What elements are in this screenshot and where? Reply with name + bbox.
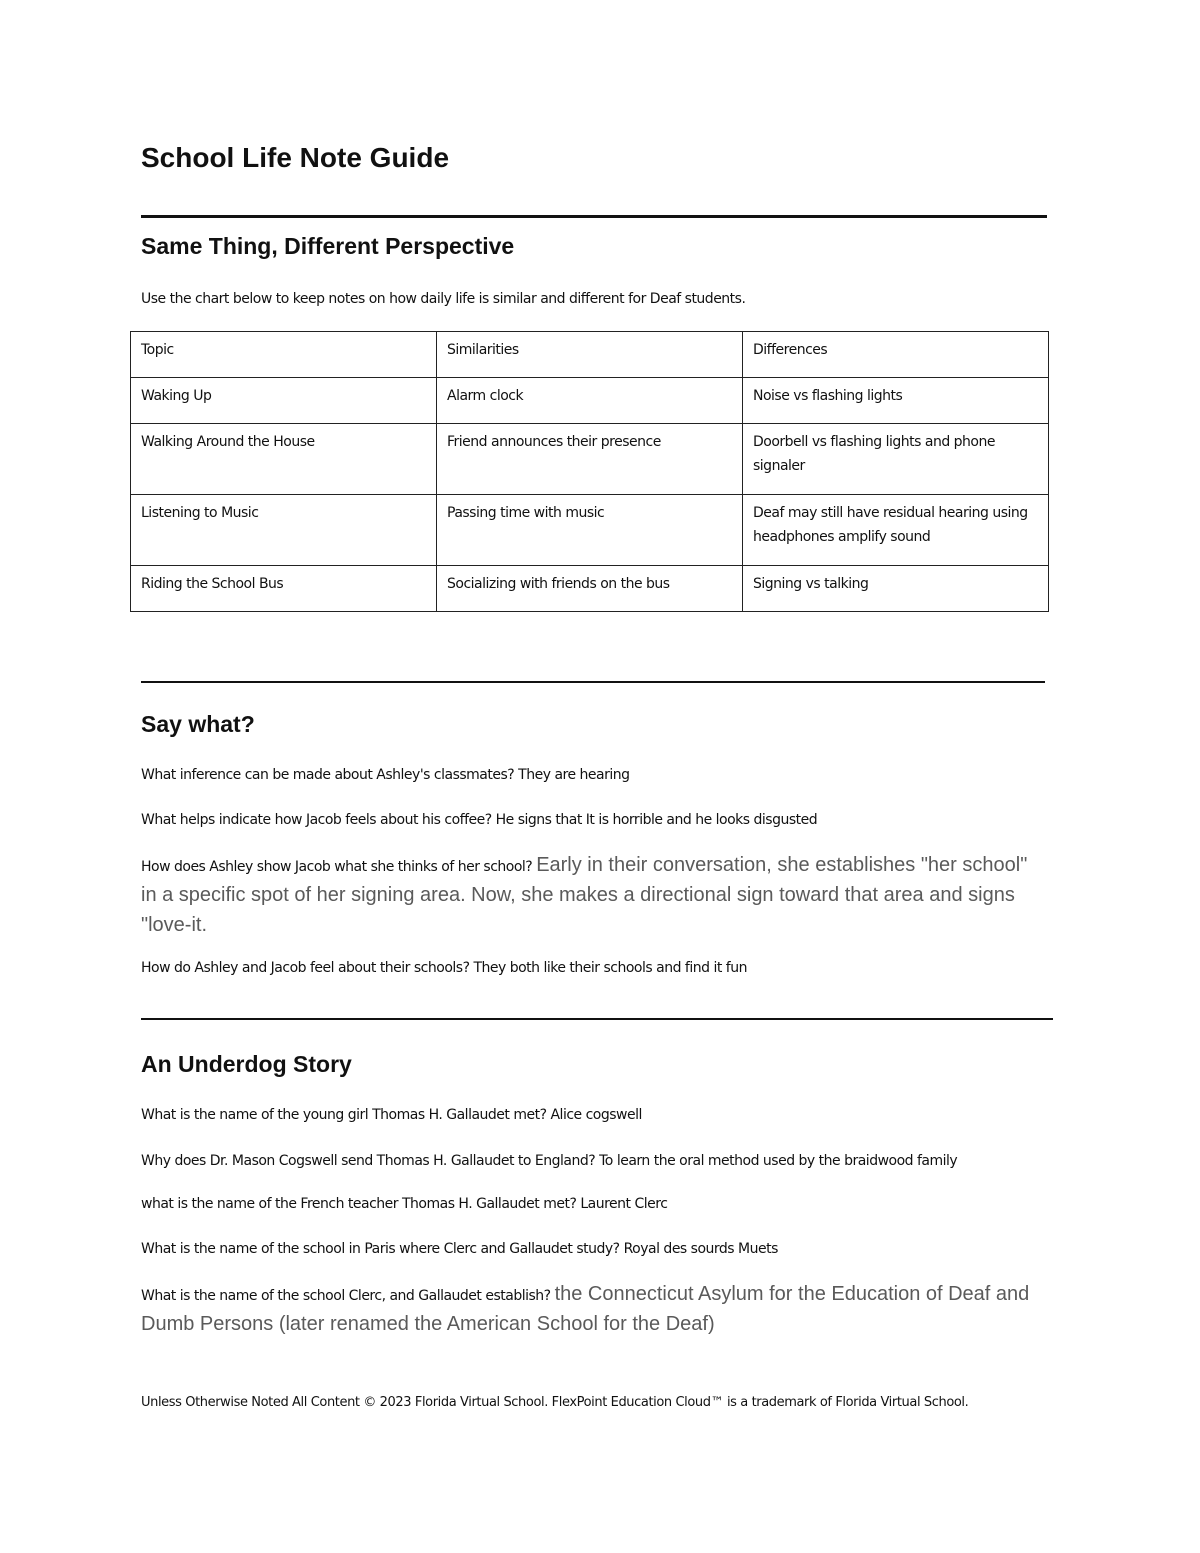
question-text: What is the name of the school Clerc, and Gallaudet establish? bbox=[141, 1288, 551, 1304]
notes-table bbox=[130, 331, 1049, 612]
question-text: What is the name of the school in Paris where Clerc and Gallaudet study? Royal des sourds Muets bbox=[141, 1241, 778, 1257]
table-cell: Listening to Music bbox=[131, 495, 437, 566]
table-header-cell: Differences bbox=[743, 332, 1049, 378]
question-text: What is the name of the young girl Thomas H. Gallaudet met? Alice cogswell bbox=[141, 1107, 642, 1123]
table-header-cell: Topic bbox=[131, 332, 437, 378]
table-row bbox=[131, 566, 1049, 612]
table-cell: Waking Up bbox=[131, 378, 437, 424]
table-cell: Socializing with friends on the bus bbox=[437, 566, 743, 612]
answer-text: Early in their conversation, she establishes "her school" in a specific spot of her signing area. Now, she makes a directional sign toward that area and signs "love-it. bbox=[141, 854, 1028, 936]
question-text: What inference can be made about Ashley's classmates? They are hearing bbox=[141, 767, 630, 783]
table-row bbox=[131, 495, 1049, 566]
page-title: School Life Note Guide bbox=[141, 142, 450, 173]
question-with-answer bbox=[141, 1280, 1046, 1340]
table-cell: Deaf may still have residual hearing using headphones amplify sound bbox=[743, 495, 1049, 566]
table-cell: Friend announces their presence bbox=[437, 424, 743, 495]
copyright-footer: Unless Otherwise Noted All Content © 2023 Florida Virtual School. FlexPoint Education Cloud™ is a trademark of Florida Virtual School. bbox=[141, 1395, 969, 1410]
table-header-cell: Similarities bbox=[437, 332, 743, 378]
question-text: Why does Dr. Mason Cogswell send Thomas H. Gallaudet to England? To learn the oral method used by the braidwood family bbox=[141, 1153, 958, 1169]
section-heading-perspective: Same Thing, Different Perspective bbox=[141, 233, 515, 259]
divider-3 bbox=[141, 1018, 1053, 1020]
answer-text: the Connecticut Asylum for the Education of Deaf and Dumb Persons (later renamed the American School for the Deaf) bbox=[141, 1283, 1030, 1335]
chart-instructions: Use the chart below to keep notes on how daily life is similar and different for Deaf students. bbox=[141, 291, 746, 307]
table-header-row bbox=[131, 332, 1049, 378]
section-heading-underdog: An Underdog Story bbox=[141, 1051, 352, 1077]
table-row bbox=[131, 378, 1049, 424]
table-row bbox=[131, 424, 1049, 495]
divider-1 bbox=[141, 215, 1047, 218]
divider-2 bbox=[141, 681, 1045, 683]
table-cell: Riding the School Bus bbox=[131, 566, 437, 612]
section-heading-say-what: Say what? bbox=[141, 711, 255, 737]
question-with-answer bbox=[141, 851, 1046, 941]
table-cell: Passing time with music bbox=[437, 495, 743, 566]
table-cell: Signing vs talking bbox=[743, 566, 1049, 612]
question-text: What helps indicate how Jacob feels about his coffee? He signs that It is horrible and he looks disgusted bbox=[141, 812, 818, 828]
question-text: How do Ashley and Jacob feel about their schools? They both like their schools and find it fun bbox=[141, 960, 747, 976]
table-cell: Alarm clock bbox=[437, 378, 743, 424]
question-text: what is the name of the French teacher Thomas H. Gallaudet met? Laurent Clerc bbox=[141, 1196, 668, 1212]
table-cell: Walking Around the House bbox=[131, 424, 437, 495]
question-text: How does Ashley show Jacob what she thinks of her school? bbox=[141, 859, 533, 875]
table-cell: Doorbell vs flashing lights and phone signaler bbox=[743, 424, 1049, 495]
table-cell: Noise vs flashing lights bbox=[743, 378, 1049, 424]
